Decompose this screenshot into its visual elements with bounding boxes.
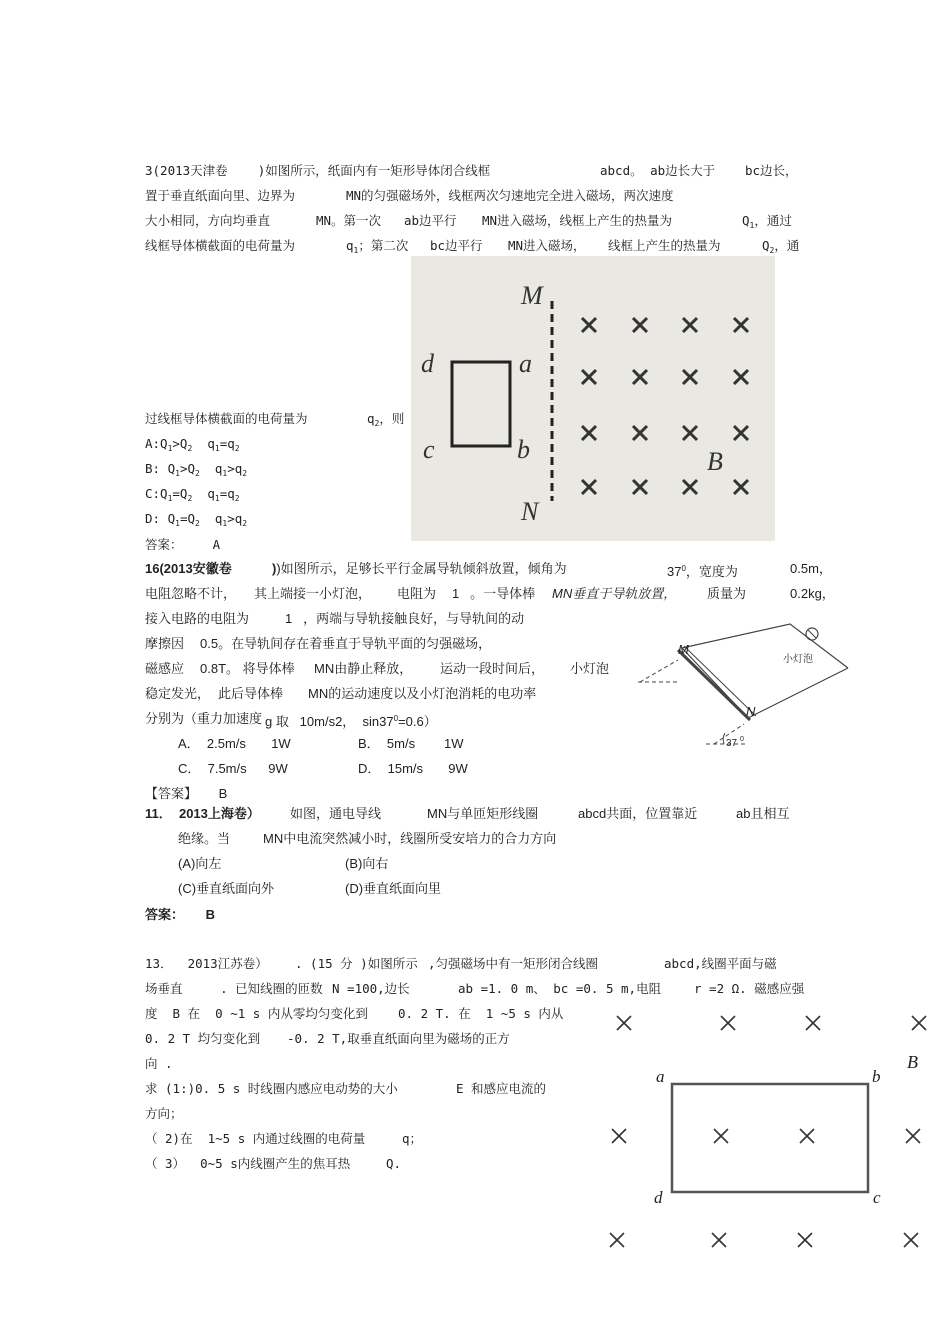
p13-l1a: 13． 2013江苏卷） [145,956,268,971]
p16-l5d: 运动一段时间后， [440,661,545,676]
p16-l2e: MN垂直于导轨放置， [552,586,677,601]
p13-coil [672,1084,868,1192]
p16-l2a: 电阻忽略不计， [145,586,237,601]
p11-l1b: 如图，通电导线 [290,806,382,821]
p3-line4f: 线框上产生的热量为 [608,238,721,253]
p16-l7b: g 取 10m/s2， sin37 [265,714,394,729]
p3-option-c: $C:Q_1=Q_2$ $q_1=q_2$ [145,486,240,503]
p3-line5b: q [367,411,375,426]
p16-l7c: =0.6） [398,714,437,729]
p16-angle: 37 [667,564,682,579]
p13-l2d: r =2 Ω. 磁感应强 [694,981,805,996]
p16-option-b: B． 5m/s 1W [358,736,464,751]
p11-l1e: ab且相互 [736,806,790,821]
p11-l2a: 绝缘。当 [178,831,231,846]
p16-incline-figure [630,620,860,750]
p16-l2g: 0.2kg， [790,586,835,601]
p13-l3a: 度 B 在 0 ~1 s 内从零均匀变化到 [145,1006,368,1021]
p3-option-d: D: $Q_1=Q_2$ $q_1>q_2$ [145,511,248,528]
p13-fig-B: B [907,1052,918,1072]
p3-line4e: MN进入磁场， [508,238,586,253]
p11-option-d: (D)垂直纸面向里 [345,881,442,896]
p3-figure [411,256,775,541]
p16-option-c: C． 7.5m/s 9W [178,761,288,776]
p16-option-a: A． 2.5m/s 1W [178,736,291,751]
p13-l8b: q； [402,1131,423,1146]
p13-l6a: 求 (1:)0. 5 s 时线圈内感应电动势的大小 [145,1081,398,1096]
p16-l2b: 其上端接一小灯泡， [254,586,372,601]
p13-l2b: N =100,边长 [332,981,410,996]
p3-line5: 过线框导体横截面的电荷量为 [145,411,308,426]
p13-l2a: 场垂直 . 已知线圈的匝数 [145,981,323,996]
p16-l4b: 0.5。在导轨间存在着垂直于导轨平面的匀强磁场， [200,636,492,651]
p16-l3b: 1 ，两端与导轨接触良好，与导轨间的动 [285,611,525,626]
p16-fig-N: N [746,704,756,719]
p16-l2f: 质量为 [707,586,747,601]
p11-l2b: MN中电流突然减小时，线圈所受安培力的合力方向 [263,831,557,846]
p3-label-a: a [519,349,532,378]
p16-l5b: 0.8T。 将导体棒 [200,661,295,676]
p13-fig-c: c [873,1188,881,1207]
p13-l6b: E 和感应电流的 [456,1081,547,1096]
p16-l5c: MN由静止释放， [314,661,413,676]
p3-answer: 答案： A [145,537,221,552]
p3-line3f: ，通过 [754,213,792,228]
p13-fig-a: a [656,1067,665,1086]
p16-fig-angle: 37 [726,738,738,749]
p13-l1d: abcd,线圈平面与磁 [664,956,777,971]
p13-field-crosses [610,1016,926,1247]
p13-l1c: ,匀强磁场中有一矩形闭合线圈 [428,956,599,971]
p3-line2: 置于垂直纸面向里、边界为 [145,188,296,203]
p13-l3b: 0. 2 T. 在 1 ~5 s 内从 [398,1006,564,1021]
p11-option-a: (A)向左 [178,856,222,871]
p3-label-B: B [707,447,723,476]
p3-option-a: $A:Q_1>Q_2$ $q_1=q_2$ [145,436,240,453]
p3-label-N: N [521,497,539,526]
p3-line3c: ab边平行 [404,213,457,228]
p11-l1a: 11． 2013上海卷） [145,806,260,821]
p16-l6b: 此后导体棒 [218,686,284,701]
p13-fig-d: d [654,1188,663,1207]
p3-option-b: B: $Q_1>Q_2$ $q_1>q_2$ [145,461,248,478]
p3-label-c: c [423,435,435,464]
p13-l9b: Q. [386,1156,402,1171]
p3-line2b: MN的匀强磁场外，线框两次匀速地完全进入磁场，两次速度 [346,188,674,203]
p13-coil-figure [600,1005,940,1260]
p3-figure-svg [411,256,775,541]
p16-l7a: 分别为（重力加速度 [145,711,263,726]
p16-l5a: 磁感应 [145,661,185,676]
p13-l8a: （ 2)在 1~5 s 内通过线圈的电荷量 [145,1131,366,1146]
p11-option-c: (C)垂直纸面向外 [178,881,275,896]
p13-l9a: （ 3） 0~5 s内线圈产生的焦耳热 [145,1156,351,1171]
p16-answer: 【答案】 B [145,786,228,801]
svg-text:0: 0 [740,736,744,743]
p16-head: 16(2013安徽卷 [145,561,232,576]
p3-field-crosses [582,318,748,494]
p3-label-b: b [517,435,530,464]
p16-l6a: 稳定发光， [145,686,211,701]
p3-line4b: q [346,238,354,253]
p16-width: 0.5m， [790,561,832,576]
p16-l6c: MN的运动速度以及小灯泡消耗的电功率 [308,686,537,701]
p16-option-d: D． 15m/s 9W [358,761,468,776]
p3-line3b: MN。第一次 [316,213,382,228]
p3-line4: 线框导体横截面的电荷量为 [145,238,296,253]
p16-l5e: 小灯泡 [570,661,610,676]
p11-l1d: abcd共面，位置靠近 [578,806,698,821]
p11-option-b: (B)向右 [345,856,389,871]
p11-l1c: MN与单匝矩形线圈 [427,806,539,821]
p16-fig-M: M [678,642,689,657]
p3-line4h: ，通 [774,238,800,253]
p3-line3d: MN进入磁场，线框上产生的热量为 [482,213,673,228]
p3-line1: 3(2013天津卷 )如图所示，纸面内有一矩形导体闭合线框 [145,163,491,178]
p3-line1b: abcd。 ab边长大于 [600,163,716,178]
p16-l4a: 摩擦因 [145,636,185,651]
p13-l1b: . (15 分 )如图所示 [295,956,418,971]
p3-line5c: ，则 [379,411,405,426]
p16-l3a: 接入电路的电阻为 [145,611,250,626]
p3-line4g: Q [762,238,770,253]
p16-head2: )如图所示，足够长平行金属导轨倾斜放置，倾角为 [276,561,567,576]
p13-l2c: ab =1. 0 m、 bc =0. 5 m,电阻 [458,981,662,996]
p3-line3e: Q [742,213,750,228]
p13-l7: 方向； [145,1106,183,1121]
p11-answer: 答案： B [145,907,216,922]
p16-fig-lamp: 小灯泡 [783,654,813,665]
p3-line4c: ；第二次 [358,238,409,253]
p16-l2c: 电阻为 [397,586,437,601]
p13-l5: 向 . [145,1056,173,1071]
p13-l4a: 0. 2 T 均匀变化到 [145,1031,261,1046]
p3-line3: 大小相同，方向均垂直 [145,213,271,228]
p13-l4b: -0. 2 T,取垂直纸面向里为磁场的正方 [287,1031,510,1046]
p13-fig-b: b [872,1067,881,1086]
p3-label-d: d [421,349,434,378]
p3-line4d: bc边平行 [430,238,483,253]
p3-line1c: bc边长， [745,163,798,178]
p3-label-M: M [521,281,543,310]
p16-l2d: 1 。一导体棒 [452,586,536,601]
